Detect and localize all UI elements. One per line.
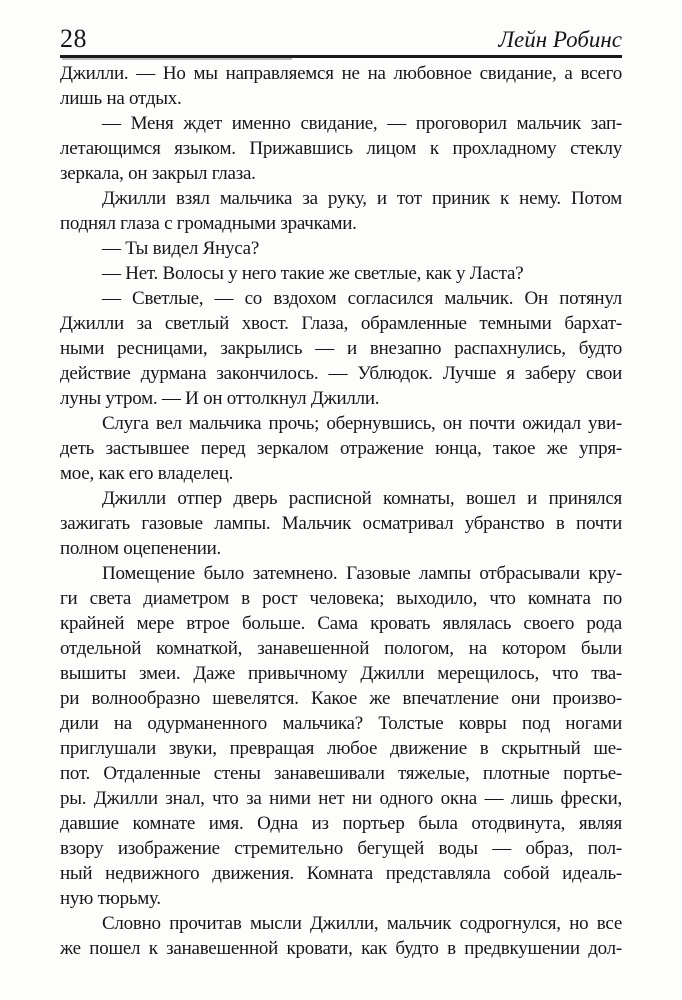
text-line: полном оцепенении. bbox=[60, 538, 222, 559]
text-line: ги света диаметром в рост человека; выходило, что комната по bbox=[60, 588, 622, 609]
text-line: ный недвижного движения. Комната представляла собой идеаль- bbox=[60, 863, 622, 884]
text-line: поднял глаза с громадными зрачками. bbox=[60, 213, 357, 234]
text-line: Джилли взял мальчика за руку, и тот приник к нему. Потом bbox=[102, 188, 622, 209]
text-line: ными ресницами, закрылись — и внезапно распахнулись, будто bbox=[60, 338, 622, 359]
text-line: ную тюрьму. bbox=[60, 888, 161, 909]
text-line: давшие комнате имя. Одна из портьер была отодвинута, являя bbox=[60, 813, 622, 834]
text-line: летающимся языком. Прижавшись лицом к прохладному стеклу bbox=[60, 138, 622, 159]
text-line: Джилли. — Но мы направляемся не на любовное свидание, а всего bbox=[60, 63, 622, 84]
running-header-title: Лейн Робинс bbox=[498, 27, 622, 52]
text-line: отдельной комнаткой, занавешенной пологом, на котором были bbox=[60, 638, 622, 659]
text-line: деть застывшее перед зеркалом отражение юнца, такое же упря- bbox=[60, 438, 622, 459]
text-line: вышиты змеи. Даже привычному Джилли мерещилось, что тва- bbox=[60, 663, 622, 684]
text-line: — Меня ждет именно свидание, — проговорил мальчик зап- bbox=[102, 113, 622, 134]
text-line: — Ты видел Януса? bbox=[102, 238, 260, 259]
text-line: луны утром. — И он оттолкнул Джилли. bbox=[60, 388, 380, 409]
page-number: 28 bbox=[60, 24, 87, 53]
text-line: зажигать газовые лампы. Мальчик осматривал убранство в почти bbox=[60, 513, 622, 534]
text-line: пот. Отдаленные стены занавешивали тяжелые, плотные портье- bbox=[60, 763, 622, 784]
text-line: действие дурмана закончилось. — Ублюдок. Лучше я заберу свои bbox=[60, 363, 622, 384]
text-line: взору изображение стремительно бегущей воды — образ, пол- bbox=[60, 838, 622, 859]
text-line: же пошел к занавешенной кровати, как будто в предвкушении дол- bbox=[60, 938, 622, 959]
text-line: Джилли отпер дверь расписной комнаты, вошел и принялся bbox=[102, 488, 622, 509]
text-block bbox=[60, 61, 622, 961]
text-line: зеркала, он закрыл глаза. bbox=[60, 163, 256, 184]
text-line: лишь на отдых. bbox=[60, 88, 182, 109]
text-line: ри волнообразно шевелятся. Какое же впечатление они произво- bbox=[60, 688, 622, 709]
text-line: Джилли за светлый хвост. Глаза, обрамленные темными бархат- bbox=[60, 313, 622, 334]
text-line: — Светлые, — со вздохом согласился мальчик. Он потянул bbox=[102, 288, 622, 309]
text-line: Слуга вел мальчика прочь; обернувшись, он почти ожидал уви- bbox=[102, 413, 622, 434]
running-header bbox=[60, 24, 622, 54]
text-line: приглушали звуки, превращая любое движение в скрытный ше- bbox=[60, 738, 622, 759]
text-line: — Нет. Волосы у него такие же светлые, как у Ласта? bbox=[102, 263, 524, 284]
text-line: крайней мере втрое больше. Сама кровать являлась своего рода bbox=[60, 613, 622, 634]
text-line: ры. Джилли знал, что за ними нет ни одного окна — лишь фрески, bbox=[60, 788, 622, 809]
text-line: Словно прочитав мысли Джилли, мальчик содрогнулся, но все bbox=[102, 913, 622, 934]
text-line: мое, как его владелец. bbox=[60, 463, 234, 484]
text-line: Помещение было затемнено. Газовые лампы отбрасывали кру- bbox=[102, 563, 622, 584]
text-line: дили на одурманенного мальчика? Толстые ковры под ногами bbox=[60, 713, 622, 734]
header-rule-smudge bbox=[62, 58, 292, 60]
